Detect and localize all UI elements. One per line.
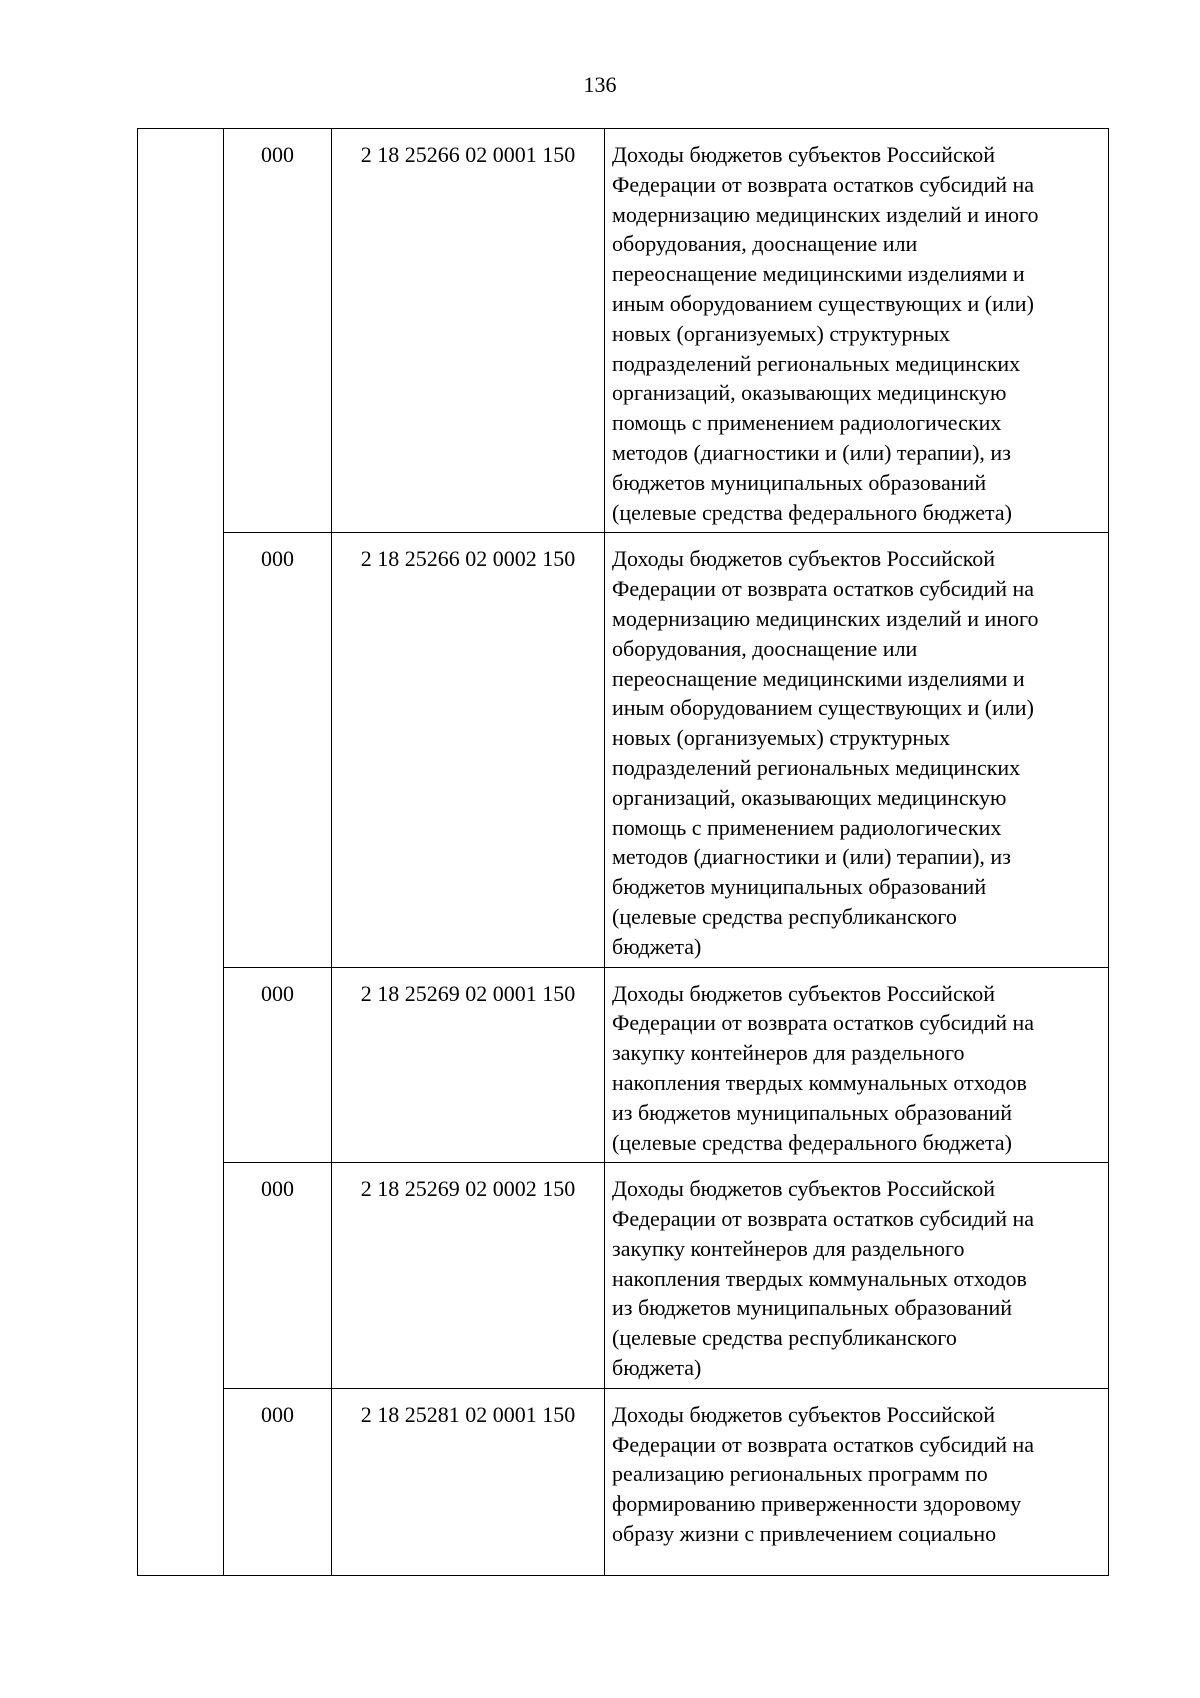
- kbk-code-cell: 2 18 25266 02 0001 150: [332, 129, 605, 533]
- description-line: формированию приверженности здоровому: [612, 1491, 1022, 1517]
- description-line: Федерации от возврата остатков субсидий на: [612, 576, 1035, 602]
- description-line: иным оборудованием существующих и (или): [612, 290, 1034, 316]
- description-line: бюджета): [612, 933, 702, 959]
- description-line: Федерации от возврата остатков субсидий на: [612, 1431, 1035, 1457]
- description-line: Доходы бюджетов субъектов Российской: [612, 142, 996, 167]
- description-line: Федерации от возврата остатков субсидий на: [612, 1206, 1035, 1232]
- description-line: переоснащение медицинскими изделиями и: [612, 665, 1025, 691]
- admin-code-cell: 000: [224, 533, 332, 967]
- description-line: иным оборудованием существующих и (или): [612, 695, 1034, 721]
- kbk-code-cell: 2 18 25269 02 0001 150: [332, 967, 605, 1163]
- description-line: организаций, оказывающих медицинскую: [612, 380, 1007, 406]
- description-line: бюджетов муниципальных образований: [612, 469, 987, 495]
- description-line: Доходы бюджетов субъектов Российской: [612, 1401, 996, 1427]
- description-line: реализацию региональных программ по: [612, 1461, 988, 1487]
- description-line: помощь с применением радиологических: [612, 410, 1002, 436]
- description-line: накопления твердых коммунальных отходов: [612, 1069, 1027, 1095]
- description-line: накопления твердых коммунальных отходов: [612, 1265, 1027, 1291]
- description-line: (целевые средства республиканского: [612, 903, 957, 929]
- page-number: 136: [583, 72, 617, 97]
- description-line: (целевые средства федерального бюджета): [612, 499, 1012, 525]
- description-line: закупку контейнеров для раздельного: [612, 1235, 965, 1261]
- description-line: из бюджетов муниципальных образований: [612, 1295, 1013, 1321]
- description-cell: [605, 1163, 1109, 1389]
- description-line: помощь с применением радиологических: [612, 814, 1002, 840]
- description-line: Федерации от возврата остатков субсидий на: [612, 171, 1035, 197]
- kbk-code-cell: 2 18 25281 02 0001 150: [332, 1388, 605, 1575]
- description-line: организаций, оказывающих медицинскую: [612, 784, 1007, 810]
- description-line: Доходы бюджетов субъектов Российской: [612, 980, 996, 1006]
- description-line: закупку контейнеров для раздельного: [612, 1040, 965, 1066]
- description-line: подразделений региональных медицинских: [612, 350, 1021, 376]
- description-cell: [605, 129, 1109, 533]
- description-line: новых (организуемых) структурных: [612, 725, 950, 751]
- description-line: Федерации от возврата остатков субсидий на: [612, 1010, 1035, 1036]
- empty-first-column-cell: [138, 129, 224, 1576]
- description-line: переоснащение медицинскими изделиями и: [612, 261, 1025, 287]
- admin-code-cell: 000: [224, 129, 332, 533]
- description-cell: [605, 533, 1109, 967]
- description-line: бюджетов муниципальных образований: [612, 874, 987, 900]
- table-row: [138, 967, 1109, 1163]
- description-line: модернизацию медицинских изделий и иного: [612, 201, 1039, 227]
- table-row: [138, 129, 1109, 533]
- budget-code-table: [137, 128, 1109, 1576]
- kbk-code-cell: 2 18 25269 02 0002 150: [332, 1163, 605, 1389]
- description-line: образу жизни с привлечением социально: [612, 1521, 997, 1547]
- description-line: методов (диагностики и (или) терапии), из: [612, 439, 1011, 465]
- admin-code-cell: 000: [224, 967, 332, 1163]
- description-line: методов (диагностики и (или) терапии), из: [612, 844, 1011, 870]
- description-line: бюджета): [612, 1355, 702, 1381]
- table-row: [138, 533, 1109, 967]
- description-line: (целевые средства республиканского: [612, 1325, 957, 1351]
- description-line: подразделений региональных медицинских: [612, 754, 1021, 780]
- description-line: Доходы бюджетов субъектов Российской: [612, 546, 996, 572]
- kbk-code-cell: 2 18 25266 02 0002 150: [332, 533, 605, 967]
- description-cell: [605, 1388, 1109, 1575]
- admin-code-cell: 000: [224, 1163, 332, 1389]
- description-line: новых (организуемых) структурных: [612, 320, 950, 346]
- table-row: [138, 1388, 1109, 1575]
- table-row: [138, 1163, 1109, 1389]
- description-line: оборудования, дооснащение или: [612, 231, 918, 257]
- description-line: Доходы бюджетов субъектов Российской: [612, 1176, 996, 1202]
- description-line: (целевые средства федерального бюджета): [612, 1129, 1012, 1155]
- description-cell: [605, 967, 1109, 1163]
- admin-code-cell: 000: [224, 1388, 332, 1575]
- description-line: оборудования, дооснащение или: [612, 635, 918, 661]
- description-line: из бюджетов муниципальных образований: [612, 1099, 1013, 1125]
- description-line: модернизацию медицинских изделий и иного: [612, 605, 1039, 631]
